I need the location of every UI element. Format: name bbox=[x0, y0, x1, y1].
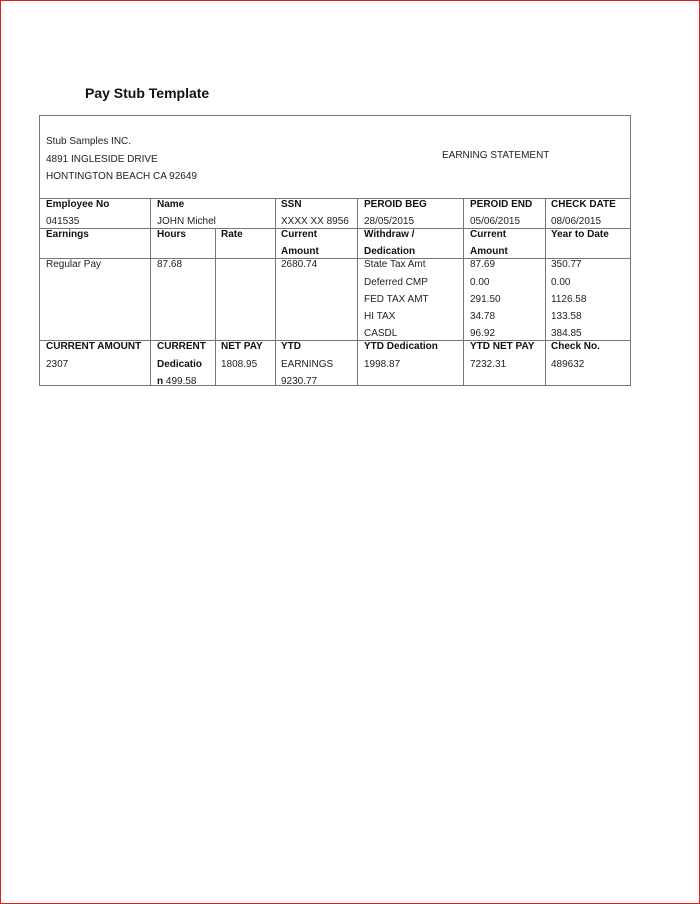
deduction-current: 291.50 bbox=[470, 294, 501, 305]
ytd-dedication: 1998.87 bbox=[364, 359, 401, 370]
header-ytd: YTD bbox=[281, 341, 301, 352]
earnings-hours: 87.68 bbox=[157, 259, 183, 270]
deduction-name: CASDL bbox=[364, 328, 398, 339]
divider bbox=[40, 258, 630, 259]
header-deduction-amount: Amount bbox=[470, 246, 508, 257]
header-check-no: Check No. bbox=[551, 341, 600, 352]
company-name: Stub Samples INC. bbox=[46, 136, 132, 147]
header-deduction-current: Current bbox=[470, 229, 507, 240]
employee-ssn: XXXX XX 8956 bbox=[281, 216, 349, 227]
net-pay: 1808.95 bbox=[221, 359, 258, 370]
earnings-type: Regular Pay bbox=[46, 259, 102, 270]
period-beg: 28/05/2015 bbox=[364, 216, 415, 227]
divider bbox=[40, 228, 630, 229]
header-name: Name bbox=[157, 199, 185, 210]
deduction-ytd: 0.00 bbox=[551, 277, 571, 288]
pay-stub-table bbox=[39, 115, 631, 386]
deduction-name: Deferred CMP bbox=[364, 277, 428, 288]
header-ytd-net-pay: YTD NET PAY bbox=[470, 341, 535, 352]
deduction-current: 34.78 bbox=[470, 311, 496, 322]
period-end: 05/06/2015 bbox=[470, 216, 521, 227]
header-year-to-date: Year to Date bbox=[551, 229, 609, 240]
header-ssn: SSN bbox=[281, 199, 302, 210]
deduction-name: State Tax Amt bbox=[364, 259, 426, 270]
header-current: Current bbox=[281, 229, 318, 240]
divider bbox=[357, 198, 358, 386]
header-earnings: Earnings bbox=[46, 229, 89, 240]
header-ytd-dedication: YTD Dedication bbox=[364, 341, 438, 352]
header-employee-no: Employee No bbox=[46, 199, 110, 210]
deduction-current: 96.92 bbox=[470, 328, 496, 339]
company-city: HONTINGTON BEACH CA 92649 bbox=[46, 171, 197, 182]
check-no: 489632 bbox=[551, 359, 585, 370]
dedication-label-cont bbox=[157, 376, 196, 387]
deduction-current: 0.00 bbox=[470, 277, 490, 288]
current-amount-total: 2307 bbox=[46, 359, 69, 370]
header-net-pay: NET PAY bbox=[221, 341, 263, 352]
header-hours: Hours bbox=[157, 229, 186, 240]
dedication-value: 499.58 bbox=[165, 376, 197, 387]
divider bbox=[545, 198, 546, 386]
divider bbox=[463, 198, 464, 386]
page-title: Pay Stub Template bbox=[85, 85, 210, 101]
deduction-ytd: 350.77 bbox=[551, 259, 582, 270]
deduction-ytd: 1126.58 bbox=[551, 294, 587, 305]
employee-name: JOHN Michel bbox=[157, 216, 216, 227]
deduction-name: FED TAX AMT bbox=[364, 294, 429, 305]
deduction-ytd: 384.85 bbox=[551, 328, 582, 339]
earning-statement-label: EARNING STATEMENT bbox=[442, 150, 550, 161]
company-header bbox=[40, 116, 630, 199]
divider bbox=[150, 198, 151, 386]
header-period-beg: PEROID BEG bbox=[364, 199, 427, 210]
earnings-current-amount: 2680.74 bbox=[281, 259, 318, 270]
divider bbox=[275, 198, 276, 386]
header-current-dedication: CURRENT bbox=[157, 341, 206, 352]
header-current-amount-total: CURRENT AMOUNT bbox=[46, 341, 142, 352]
divider bbox=[215, 228, 216, 386]
header-period-end: PEROID END bbox=[470, 199, 533, 210]
ytd-earnings-value: 9230.77 bbox=[281, 376, 318, 387]
header-dedication: Dedication bbox=[364, 246, 416, 257]
company-info bbox=[46, 133, 197, 186]
dedication-label: Dedicatio bbox=[157, 359, 203, 370]
header-current-amount: Amount bbox=[281, 246, 319, 257]
dedication-label-end: n bbox=[157, 376, 164, 387]
deduction-current: 87.69 bbox=[470, 259, 496, 270]
check-date: 08/06/2015 bbox=[551, 216, 602, 227]
deduction-ytd: 133.58 bbox=[551, 311, 582, 322]
employee-no: 041535 bbox=[46, 216, 80, 227]
header-check-date: CHECK DATE bbox=[551, 199, 616, 210]
header-rate: Rate bbox=[221, 229, 243, 240]
company-address: 4891 INGLESIDE DRIVE bbox=[46, 153, 158, 165]
ytd-earnings-label: EARNINGS bbox=[281, 359, 334, 370]
deduction-name: HI TAX bbox=[364, 311, 396, 322]
ytd-net-pay: 7232.31 bbox=[470, 359, 507, 370]
header-withdraw: Withdraw / bbox=[364, 229, 415, 240]
